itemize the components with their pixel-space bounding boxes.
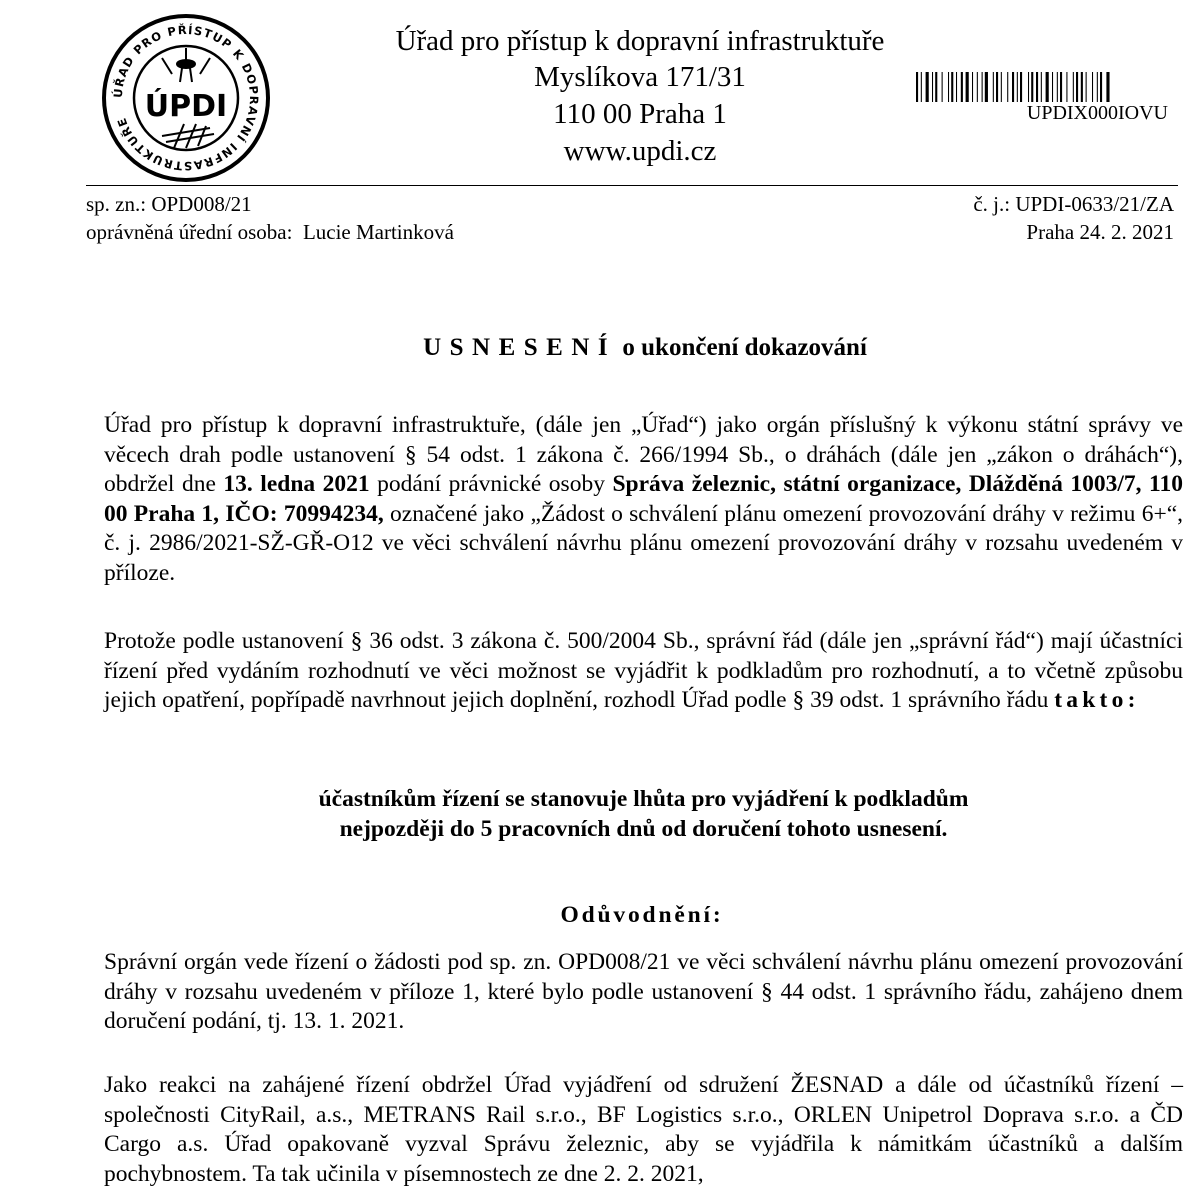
- place-date: Praha 24. 2. 2021: [1026, 220, 1174, 244]
- paragraph-proceedings: Správní orgán vede řízení o žádosti pod sp. zn. OPD008/21 ve věci schválení návrhu plánu omezení provozování dráhy v rozsahu uvedeném v příloze 1, které bylo podle ustanovení § 44 odst. 1 správního řádu, zahájeno dnem doručení podání, tj. 13. 1. 2021.: [104, 949, 1183, 1034]
- paragraph-intro: [104, 411, 1183, 588]
- barcode-bar: [1057, 72, 1058, 102]
- logo-text: ÚPDI: [144, 89, 228, 124]
- barcode-bar: [1001, 72, 1002, 102]
- p1-date: 13. ledna 2021: [223, 471, 370, 497]
- tower-icon: [162, 48, 210, 82]
- barcode-bar: [961, 72, 963, 102]
- p1-text-2: podání právnické osoby: [369, 471, 613, 497]
- barcode-bar: [966, 72, 969, 102]
- file-reference: sp. zn.: OPD008/21: [86, 192, 252, 216]
- office-city: 110 00 Praha 1: [553, 98, 727, 130]
- official-person: [86, 218, 454, 246]
- barcode-bar: [921, 72, 922, 102]
- barcode-bar: [1066, 72, 1067, 102]
- paragraph-reactions: Jako reakci na zahájené řízení obdržel Úřad vyjádření od sdružení ŽESNAD a dále od účastníků řízení – společnosti CityRail, a.s., METRANS Rail s.r.o., BF Logistics s.r.o., ORLEN Unipetrol Doprava s.r.o. a ČD Cargo a.s. Úřad opakovaně vyzval Správu železnic, aby se vyjádřila k námitkám účastníků a dalším pochybnostem. Ta tak učinila v písemnostech ze dne 2. 2. 2021,: [104, 1072, 1183, 1187]
- barcode-bar: [972, 72, 973, 102]
- barcode-bar: [1076, 72, 1078, 102]
- reasoning-heading: Odůvodnění:: [560, 902, 724, 928]
- barcode-bar: [916, 72, 918, 102]
- p2-text-1: Protože podle ustanovení § 36 odst. 3 zákona č. 500/2004 Sb., správní řád (dále jen „správní řád“) mají účastníci řízení před vydáním rozhodnutí ve věci možnost se vyjádřit k podkladům pro rozhodnutí, a to včetně způsobu jejich opatření, popřípadě navrhnout jejich doplnění, rozhodl Úřad podle § 39 odst. 1 správního řádu: [104, 628, 1183, 713]
- barcode-text: UPDIX000IOVU: [1026, 102, 1168, 124]
- barcode-bar: [1012, 72, 1014, 102]
- barcode-bar: [1031, 72, 1033, 102]
- updi-logo: [100, 12, 272, 184]
- barcode-bar: [1060, 72, 1062, 102]
- p1-text-1: Úřad pro přístup k dopravní infrastruktuře, (dále jen „Úřad“) jako orgán příslušný k výkonu státní správy ve věcech drah podle ustanovení § 54 odst. 1 zákona č. 266/1994 Sb., o dráhách (dále jen „zákon o dráhách“), obdržel dne: [104, 412, 1183, 497]
- barcode-bar: [1052, 72, 1053, 102]
- barcode-bar: [935, 72, 937, 102]
- barcode-bar: [932, 72, 933, 102]
- barcode-bar: [1028, 72, 1029, 102]
- document-title: [0, 334, 1200, 362]
- barcode-bar: [1017, 72, 1018, 102]
- barcode-bar: [1081, 72, 1083, 102]
- office-street: Myslíkova 171/31: [534, 61, 746, 93]
- barcode-bar: [1100, 72, 1102, 102]
- decision-line-1: účastníkům řízení se stanovuje lhůta pro vyjádření k podkladům: [318, 786, 969, 812]
- title-rest: o ukončení dokazování: [622, 334, 867, 361]
- barcode-bar: [926, 72, 929, 102]
- rail-emblem-icon: [162, 124, 214, 148]
- official-label: oprávněná úřední osoba:: [86, 220, 293, 244]
- decision-statement: [104, 784, 1183, 844]
- barcode-bar: [1036, 72, 1038, 102]
- barcode-bar: [951, 72, 953, 102]
- barcode-bar: [985, 72, 988, 102]
- office-website: www.updi.cz: [563, 135, 717, 167]
- barcode-bar: [942, 72, 943, 102]
- p1-text-3: označené jako „Žádost o schválení plánu omezení provozování dráhy v režimu 6+“, č. j. 2986/2021-SŽ-GŘ-O12 ve věci schválení návrhu plánu omezení provozování dráhy v rozsahu uvedeném v příloze.: [104, 500, 1183, 586]
- title-main: USNESENÍ: [423, 334, 617, 361]
- official-name: Lucie Martinková: [302, 220, 454, 244]
- reference-number: č. j.: UPDI-0633/21/ZA: [973, 192, 1174, 216]
- logo-ring-text: ÚŘAD PRO PŘÍSTUP K DOPRAVNÍ INFRASTRUKTUŘE: [110, 22, 262, 174]
- barcode-bar: [1041, 72, 1042, 102]
- barcode-bar: [977, 72, 978, 102]
- barcode-bar: [1092, 72, 1093, 102]
- office-name: Úřad pro přístup k dopravní infrastruktuře: [395, 25, 885, 57]
- barcode-bar: [1046, 72, 1049, 102]
- barcode-bar: [1007, 72, 1008, 102]
- decision-line-2: nejpozději do 5 pracovních dnů od doručení tohoto usnesení.: [339, 816, 948, 842]
- p1-applicant: Správa železnic, státní organizace, Dlážděná 1003/7, 110 00 Praha 1, IČO: 70994234,: [104, 471, 1183, 527]
- barcode-bar: [948, 72, 949, 102]
- header-rule: [86, 185, 1178, 186]
- barcode-bar: [996, 72, 998, 102]
- barcode-bar: [1020, 72, 1022, 102]
- barcode: [916, 72, 1176, 102]
- p2-takto: takto:: [1054, 687, 1140, 713]
- barcode-bar: [1097, 72, 1098, 102]
- barcode-bar: [1073, 72, 1074, 102]
- paragraph-legal-basis: [104, 627, 1183, 716]
- barcode-bar: [956, 72, 957, 102]
- barcode-bar: [1106, 72, 1109, 102]
- barcode-bar: [1086, 72, 1087, 102]
- barcode-bar: [993, 72, 994, 102]
- barcode-bar: [982, 72, 983, 102]
